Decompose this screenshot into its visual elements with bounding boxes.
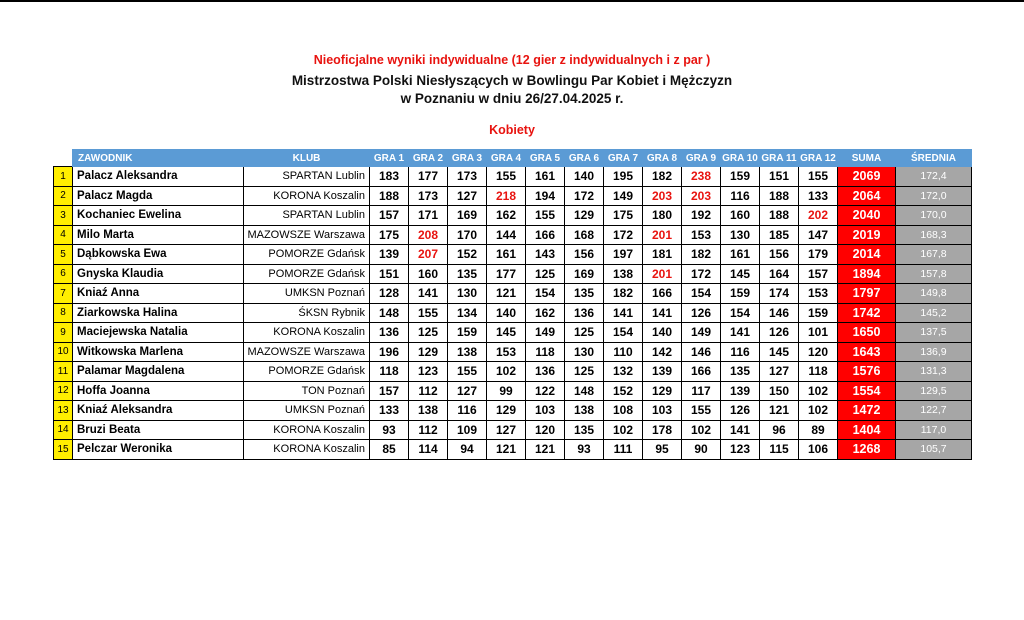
game-score: 123 <box>721 440 760 460</box>
player-name: Dąbkowska Ewa <box>73 245 244 265</box>
position-cell: 2 <box>54 186 73 206</box>
game-score: 154 <box>526 284 565 304</box>
club-name: MAZOWSZE Warszawa <box>244 342 370 362</box>
game-score: 103 <box>526 401 565 421</box>
sum-cell: 2014 <box>838 245 896 265</box>
game-score: 188 <box>370 186 409 206</box>
game-score: 111 <box>604 440 643 460</box>
game-score: 173 <box>409 186 448 206</box>
game-score: 154 <box>721 303 760 323</box>
game-score: 161 <box>487 245 526 265</box>
game-score: 133 <box>799 186 838 206</box>
game-score: 144 <box>487 225 526 245</box>
game-score: 130 <box>565 342 604 362</box>
table-row <box>54 206 972 226</box>
table-row <box>54 284 972 304</box>
game-score: 136 <box>370 323 409 343</box>
game-score: 93 <box>370 420 409 440</box>
game-score: 160 <box>409 264 448 284</box>
player-name: Kochaniec Ewelina <box>73 206 244 226</box>
game-score: 156 <box>760 245 799 265</box>
average-cell: 157,8 <box>896 264 972 284</box>
game-score: 141 <box>643 303 682 323</box>
table-row <box>54 167 972 187</box>
average-cell: 170,0 <box>896 206 972 226</box>
club-name: POMORZE Gdańsk <box>244 362 370 382</box>
position-cell: 1 <box>54 167 73 187</box>
game-score: 203 <box>682 186 721 206</box>
average-cell: 167,8 <box>896 245 972 265</box>
club-name: KORONA Koszalin <box>244 186 370 206</box>
game-score: 122 <box>526 381 565 401</box>
game-score: 183 <box>370 167 409 187</box>
game-score: 93 <box>565 440 604 460</box>
player-name: Witkowska Marlena <box>73 342 244 362</box>
game-score: 140 <box>643 323 682 343</box>
table-row <box>54 225 972 245</box>
game-header: GRA 5 <box>526 150 565 167</box>
game-score: 135 <box>565 284 604 304</box>
position-cell: 4 <box>54 225 73 245</box>
game-score: 146 <box>760 303 799 323</box>
table-row <box>54 186 972 206</box>
header-row <box>54 150 972 167</box>
sum-cell: 1643 <box>838 342 896 362</box>
game-score: 156 <box>565 245 604 265</box>
average-header: ŚREDNIA <box>896 150 972 167</box>
sum-cell: 1797 <box>838 284 896 304</box>
game-score: 143 <box>526 245 565 265</box>
sum-cell: 1472 <box>838 401 896 421</box>
game-score: 112 <box>409 381 448 401</box>
game-header: GRA 4 <box>487 150 526 167</box>
position-cell: 14 <box>54 420 73 440</box>
game-score: 159 <box>721 167 760 187</box>
game-score: 121 <box>526 440 565 460</box>
club-name: POMORZE Gdańsk <box>244 245 370 265</box>
player-name: Palamar Magdalena <box>73 362 244 382</box>
average-cell: 136,9 <box>896 342 972 362</box>
game-score: 168 <box>565 225 604 245</box>
average-cell: 117,0 <box>896 420 972 440</box>
average-cell: 168,3 <box>896 225 972 245</box>
game-score: 90 <box>682 440 721 460</box>
game-header: GRA 1 <box>370 150 409 167</box>
game-score: 132 <box>604 362 643 382</box>
game-score: 127 <box>448 381 487 401</box>
game-score: 182 <box>682 245 721 265</box>
game-score: 208 <box>409 225 448 245</box>
game-score: 195 <box>604 167 643 187</box>
game-score: 134 <box>448 303 487 323</box>
sum-cell: 2019 <box>838 225 896 245</box>
game-score: 157 <box>370 206 409 226</box>
average-cell: 129,5 <box>896 381 972 401</box>
average-cell: 137,5 <box>896 323 972 343</box>
sum-cell: 2064 <box>838 186 896 206</box>
club-name: UMKSN Poznań <box>244 401 370 421</box>
game-header: GRA 6 <box>565 150 604 167</box>
game-score: 148 <box>370 303 409 323</box>
player-header: ZAWODNIK <box>73 150 244 167</box>
game-score: 120 <box>799 342 838 362</box>
game-score: 102 <box>487 362 526 382</box>
game-score: 138 <box>409 401 448 421</box>
game-score: 188 <box>760 206 799 226</box>
game-score: 175 <box>370 225 409 245</box>
game-score: 154 <box>682 284 721 304</box>
table-row <box>54 420 972 440</box>
player-name: Milo Marta <box>73 225 244 245</box>
sum-cell: 1650 <box>838 323 896 343</box>
game-score: 179 <box>799 245 838 265</box>
average-cell: 145,2 <box>896 303 972 323</box>
club-header: KLUB <box>244 150 370 167</box>
game-score: 169 <box>565 264 604 284</box>
game-score: 155 <box>409 303 448 323</box>
game-score: 170 <box>448 225 487 245</box>
game-score: 166 <box>682 362 721 382</box>
game-score: 118 <box>526 342 565 362</box>
game-score: 145 <box>721 264 760 284</box>
sum-cell: 1268 <box>838 440 896 460</box>
club-name: KORONA Koszalin <box>244 440 370 460</box>
club-name: KORONA Koszalin <box>244 323 370 343</box>
game-score: 152 <box>448 245 487 265</box>
game-header: GRA 10 <box>721 150 760 167</box>
game-score: 140 <box>565 167 604 187</box>
game-score: 129 <box>643 381 682 401</box>
game-score: 118 <box>799 362 838 382</box>
game-score: 99 <box>487 381 526 401</box>
game-score: 177 <box>487 264 526 284</box>
game-score: 125 <box>409 323 448 343</box>
player-name: Pelczar Weronika <box>73 440 244 460</box>
game-score: 142 <box>643 342 682 362</box>
game-header: GRA 8 <box>643 150 682 167</box>
game-score: 95 <box>643 440 682 460</box>
table-row <box>54 323 972 343</box>
game-score: 155 <box>526 206 565 226</box>
game-score: 159 <box>721 284 760 304</box>
game-score: 133 <box>370 401 409 421</box>
sum-cell: 1554 <box>838 381 896 401</box>
game-score: 151 <box>370 264 409 284</box>
game-score: 164 <box>760 264 799 284</box>
game-score: 207 <box>409 245 448 265</box>
average-cell: 122,7 <box>896 401 972 421</box>
game-score: 136 <box>526 362 565 382</box>
game-score: 116 <box>721 186 760 206</box>
game-score: 115 <box>760 440 799 460</box>
game-score: 159 <box>799 303 838 323</box>
game-score: 157 <box>370 381 409 401</box>
game-score: 172 <box>682 264 721 284</box>
game-score: 125 <box>526 264 565 284</box>
game-score: 89 <box>799 420 838 440</box>
game-header: GRA 7 <box>604 150 643 167</box>
game-score: 238 <box>682 167 721 187</box>
position-cell: 6 <box>54 264 73 284</box>
game-score: 102 <box>604 420 643 440</box>
game-score: 117 <box>682 381 721 401</box>
club-name: SPARTAN Lublin <box>244 206 370 226</box>
game-score: 166 <box>643 284 682 304</box>
game-score: 116 <box>448 401 487 421</box>
game-score: 85 <box>370 440 409 460</box>
game-score: 114 <box>409 440 448 460</box>
game-score: 155 <box>799 167 838 187</box>
game-score: 130 <box>721 225 760 245</box>
player-name: Gnyska Klaudia <box>73 264 244 284</box>
game-score: 127 <box>448 186 487 206</box>
club-name: SPARTAN Lublin <box>244 167 370 187</box>
game-score: 161 <box>526 167 565 187</box>
top-border <box>0 0 1024 2</box>
game-score: 141 <box>409 284 448 304</box>
game-score: 138 <box>565 401 604 421</box>
game-score: 160 <box>721 206 760 226</box>
game-score: 120 <box>526 420 565 440</box>
sum-cell: 2069 <box>838 167 896 187</box>
game-score: 149 <box>682 323 721 343</box>
game-score: 153 <box>799 284 838 304</box>
game-score: 162 <box>526 303 565 323</box>
game-score: 155 <box>448 362 487 382</box>
game-score: 139 <box>721 381 760 401</box>
game-score: 108 <box>604 401 643 421</box>
game-score: 121 <box>760 401 799 421</box>
game-score: 197 <box>604 245 643 265</box>
table-row <box>54 401 972 421</box>
game-score: 153 <box>682 225 721 245</box>
game-score: 171 <box>409 206 448 226</box>
position-cell: 9 <box>54 323 73 343</box>
game-score: 155 <box>487 167 526 187</box>
table-row <box>54 303 972 323</box>
game-score: 138 <box>604 264 643 284</box>
game-score: 109 <box>448 420 487 440</box>
game-score: 147 <box>799 225 838 245</box>
game-score: 129 <box>409 342 448 362</box>
game-score: 101 <box>799 323 838 343</box>
game-score: 121 <box>487 284 526 304</box>
game-score: 145 <box>487 323 526 343</box>
sum-cell: 1576 <box>838 362 896 382</box>
game-score: 182 <box>604 284 643 304</box>
game-score: 102 <box>799 381 838 401</box>
game-header: GRA 3 <box>448 150 487 167</box>
average-cell: 105,7 <box>896 440 972 460</box>
game-score: 162 <box>487 206 526 226</box>
game-score: 110 <box>604 342 643 362</box>
position-cell: 3 <box>54 206 73 226</box>
game-score: 127 <box>487 420 526 440</box>
game-score: 155 <box>682 401 721 421</box>
game-score: 192 <box>682 206 721 226</box>
game-score: 102 <box>799 401 838 421</box>
player-name: Kniaź Anna <box>73 284 244 304</box>
game-score: 136 <box>565 303 604 323</box>
game-score: 139 <box>643 362 682 382</box>
game-score: 185 <box>760 225 799 245</box>
game-score: 123 <box>409 362 448 382</box>
sum-cell: 1894 <box>838 264 896 284</box>
club-name: ŚKSN Rybnik <box>244 303 370 323</box>
game-score: 169 <box>448 206 487 226</box>
game-score: 201 <box>643 225 682 245</box>
game-score: 177 <box>409 167 448 187</box>
game-score: 139 <box>370 245 409 265</box>
game-score: 126 <box>760 323 799 343</box>
sum-cell: 1742 <box>838 303 896 323</box>
player-name: Palacz Aleksandra <box>73 167 244 187</box>
table-row <box>54 264 972 284</box>
game-score: 218 <box>487 186 526 206</box>
position-cell: 12 <box>54 381 73 401</box>
game-header: GRA 2 <box>409 150 448 167</box>
club-name: TON Poznań <box>244 381 370 401</box>
results-title: Nieoficjalne wyniki indywidualne (12 gier z indywidualnych i z par ) <box>313 53 711 67</box>
table-row <box>54 245 972 265</box>
game-score: 106 <box>799 440 838 460</box>
position-cell: 8 <box>54 303 73 323</box>
game-score: 146 <box>682 342 721 362</box>
club-name: POMORZE Gdańsk <box>244 264 370 284</box>
club-name: MAZOWSZE Warszawa <box>244 225 370 245</box>
game-score: 128 <box>370 284 409 304</box>
game-score: 149 <box>526 323 565 343</box>
game-score: 148 <box>565 381 604 401</box>
game-score: 145 <box>760 342 799 362</box>
game-score: 172 <box>565 186 604 206</box>
game-score: 112 <box>409 420 448 440</box>
game-score: 173 <box>448 167 487 187</box>
game-score: 135 <box>565 420 604 440</box>
game-score: 181 <box>643 245 682 265</box>
average-cell: 172,4 <box>896 167 972 187</box>
game-score: 130 <box>448 284 487 304</box>
average-cell: 172,0 <box>896 186 972 206</box>
game-score: 129 <box>565 206 604 226</box>
game-score: 166 <box>526 225 565 245</box>
game-score: 94 <box>448 440 487 460</box>
sum-header: SUMA <box>838 150 896 167</box>
game-score: 180 <box>643 206 682 226</box>
game-score: 196 <box>370 342 409 362</box>
table-row <box>54 342 972 362</box>
average-cell: 131,3 <box>896 362 972 382</box>
game-score: 125 <box>565 323 604 343</box>
game-score: 159 <box>448 323 487 343</box>
player-name: Maciejewska Natalia <box>73 323 244 343</box>
game-score: 161 <box>721 245 760 265</box>
game-score: 135 <box>448 264 487 284</box>
sum-cell: 1404 <box>838 420 896 440</box>
game-score: 153 <box>487 342 526 362</box>
player-name: Ziarkowska Halina <box>73 303 244 323</box>
position-cell: 11 <box>54 362 73 382</box>
game-score: 149 <box>604 186 643 206</box>
game-score: 157 <box>799 264 838 284</box>
game-score: 126 <box>721 401 760 421</box>
game-score: 138 <box>448 342 487 362</box>
game-header: GRA 12 <box>799 150 838 167</box>
game-score: 141 <box>721 420 760 440</box>
position-cell: 10 <box>54 342 73 362</box>
game-score: 152 <box>604 381 643 401</box>
club-name: KORONA Koszalin <box>244 420 370 440</box>
game-header: GRA 11 <box>760 150 799 167</box>
average-cell: 149,8 <box>896 284 972 304</box>
game-score: 140 <box>487 303 526 323</box>
position-cell: 7 <box>54 284 73 304</box>
game-score: 118 <box>370 362 409 382</box>
venue-date: w Poznaniu w dniu 26/27.04.2025 r. <box>400 91 624 106</box>
player-name: Palacz Magda <box>73 186 244 206</box>
table-row <box>54 362 972 382</box>
game-score: 188 <box>760 186 799 206</box>
game-score: 203 <box>643 186 682 206</box>
game-score: 150 <box>760 381 799 401</box>
game-score: 102 <box>682 420 721 440</box>
game-score: 141 <box>604 303 643 323</box>
player-name: Kniaź Aleksandra <box>73 401 244 421</box>
game-score: 182 <box>643 167 682 187</box>
game-score: 126 <box>682 303 721 323</box>
category-label: Kobiety <box>489 123 535 137</box>
game-score: 135 <box>721 362 760 382</box>
game-score: 202 <box>799 206 838 226</box>
game-score: 178 <box>643 420 682 440</box>
game-score: 127 <box>760 362 799 382</box>
player-name: Hoffa Joanna <box>73 381 244 401</box>
results-table <box>53 149 972 460</box>
table-row <box>54 381 972 401</box>
game-score: 175 <box>604 206 643 226</box>
game-score: 125 <box>565 362 604 382</box>
game-score: 103 <box>643 401 682 421</box>
position-cell: 13 <box>54 401 73 421</box>
game-score: 154 <box>604 323 643 343</box>
player-name: Bruzi Beata <box>73 420 244 440</box>
position-cell: 15 <box>54 440 73 460</box>
game-score: 201 <box>643 264 682 284</box>
game-header: GRA 9 <box>682 150 721 167</box>
game-score: 151 <box>760 167 799 187</box>
game-score: 172 <box>604 225 643 245</box>
championship-title: Mistrzostwa Polski Niesłyszących w Bowlingu Par Kobiet i Mężczyzn <box>291 73 733 88</box>
table-row <box>54 440 972 460</box>
game-score: 141 <box>721 323 760 343</box>
position-cell: 5 <box>54 245 73 265</box>
game-score: 96 <box>760 420 799 440</box>
game-score: 121 <box>487 440 526 460</box>
sum-cell: 2040 <box>838 206 896 226</box>
position-header <box>54 150 73 167</box>
game-score: 129 <box>487 401 526 421</box>
game-score: 174 <box>760 284 799 304</box>
game-score: 194 <box>526 186 565 206</box>
game-score: 116 <box>721 342 760 362</box>
club-name: UMKSN Poznań <box>244 284 370 304</box>
